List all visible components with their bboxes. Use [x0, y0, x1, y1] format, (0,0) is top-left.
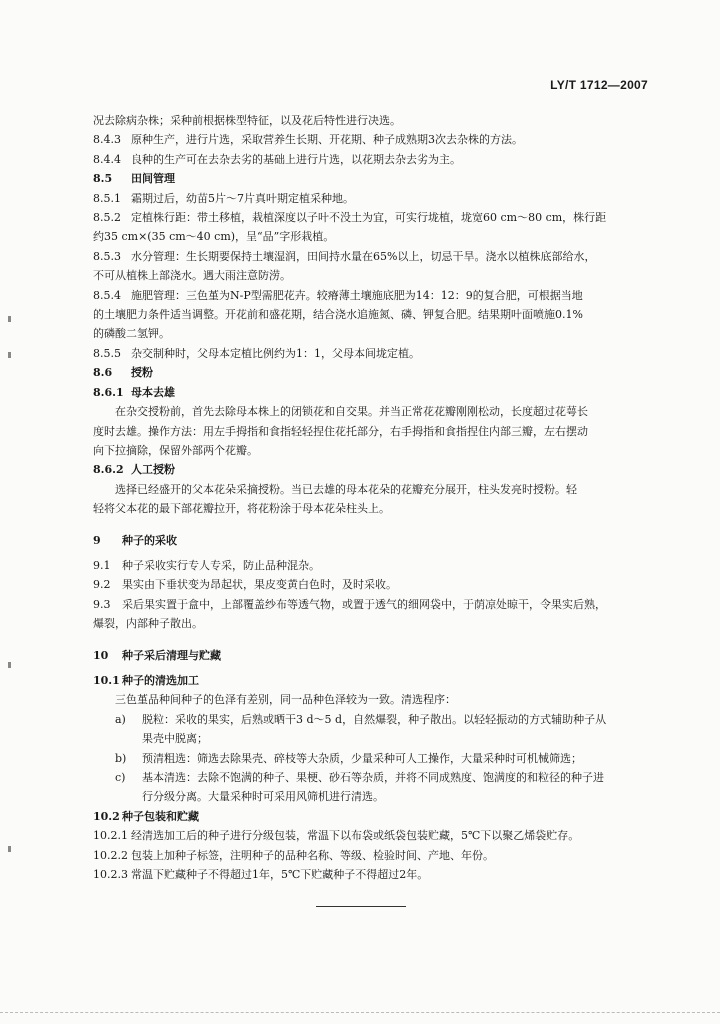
heading-text: 人工授粉: [131, 463, 175, 477]
clause-number: 10.2.1: [93, 829, 128, 843]
paragraph-line: 在杂交授粉前，首先去除母本株上的闭锁花和自交果。并当正常花花瓣刚刚松动，长度超过花萼长: [115, 405, 588, 419]
clause-8-5-1: [93, 189, 653, 208]
clause-9-3: [93, 595, 653, 614]
clause-10-2-2: [93, 846, 653, 865]
clause-9-2: [93, 575, 653, 594]
heading-10-2: [93, 807, 653, 826]
heading-text: 种子的清选加工: [122, 673, 199, 687]
heading-8-6: [93, 363, 653, 382]
heading-10: [93, 646, 653, 665]
paragraph-line: 的土壤肥力条件适当调整。开花前和盛花期，结合浇水追施氮、磷、钾复合肥。结果期叶面喷施0.1%: [93, 308, 583, 322]
clause-text: 原种生产，进行片选，采取营养生长期、开花期、种子成熟期3次去杂株的方法。: [131, 133, 523, 147]
clause-text: 霜期过后，幼苗5片～7片真叶期定植采种地。: [131, 191, 354, 205]
clause-text: 经清选加工后的种子进行分级包装，常温下以布袋或纸袋包装贮藏，5℃下以聚乙烯袋贮存。: [131, 829, 580, 843]
clause-text: 果实由下垂状变为昂起状，果皮变黄白色时，及时采收。: [122, 578, 397, 592]
paragraph-line: 爆裂，内部种子散出。: [93, 617, 203, 631]
clause-number: 10: [93, 648, 109, 662]
paragraph-line: 的磷酸二氢钾。: [93, 327, 170, 341]
list-item-c: [93, 768, 653, 787]
clause-number: 8.5.3: [93, 249, 121, 263]
clause-number: 9: [93, 533, 101, 547]
standard-code: LY/T 1712—2007: [550, 78, 648, 92]
clause-number: 8.5.2: [93, 211, 121, 225]
heading-text: 种子包装和贮藏: [122, 809, 199, 823]
list-item-continuation: 果壳中脱离；: [142, 732, 208, 746]
clause-text: 种子采收实行专人专采，防止品种混杂。: [122, 558, 320, 572]
clause-text: 水分管理：生长期要保持土壤湿润，田间持水量在65%以上，切忌干旱。浇水以植株底部给水，: [131, 249, 596, 263]
clause-text: 施肥管理：三色堇为N-P型需肥花卉。较瘠薄土壤施底肥为14：12：9的复合肥，可根据当地: [131, 288, 583, 302]
clause-number: 10.2.3: [93, 868, 128, 882]
clause-text: 杂交制种时，父母本定植比例约为1：1，父母本间垅定植。: [131, 346, 420, 360]
clause-number: 10.2.2: [93, 848, 128, 862]
heading-text: 授粉: [131, 366, 153, 380]
paragraph-line: 约35 cm×(35 cm～40 cm)，呈“品”字形栽植。: [93, 230, 335, 244]
heading-8-6-1: [93, 383, 653, 402]
heading-9: [93, 531, 653, 550]
list-label: c): [115, 771, 126, 784]
clause-8-5-3: [93, 247, 653, 266]
paragraph-line: 向下拉摘除，保留外部两个花瓣。: [93, 443, 258, 457]
clause-number: 8.6.1: [93, 385, 124, 399]
heading-text: 田间管理: [131, 172, 175, 186]
end-rule: [316, 906, 406, 907]
clause-number: 8.6.2: [93, 463, 124, 477]
margin-mark: [8, 352, 11, 358]
clause-number: 8.5.4: [93, 288, 121, 302]
list-label: b): [115, 751, 127, 765]
list-item-continuation: 行分级分离。大量采种时可采用风筛机进行清选。: [142, 790, 384, 804]
list-label: a): [115, 712, 126, 726]
clause-8-4-4: [93, 150, 653, 169]
clause-9-1: [93, 556, 653, 575]
list-item-a: [93, 710, 653, 729]
clause-number: 9.1: [93, 558, 111, 572]
clause-10-2-1: [93, 826, 653, 845]
paragraph-line: 况去除病杂株；采种前根据株型特征，以及花后特性进行决选。: [93, 114, 401, 127]
paragraph-line: 三色堇品种间种子的色泽有差别，同一品种色泽较为一致。清选程序：: [115, 693, 456, 707]
clause-8-4-3: [93, 130, 653, 149]
clause-8-5-2: [93, 208, 653, 227]
clause-text: 包装上加种子标签，注明种子的品种名称、等级、检验时间、产地、年份。: [131, 848, 494, 862]
paragraph-line: 不可从植株上部浇水。遇大雨注意防涝。: [93, 269, 291, 283]
clause-text: 定植株行距：带土移植，栽植深度以子叶不没土为宜，可实行垅植，垅宽60 cm～80 cm，株行距: [131, 211, 607, 225]
clause-text: 良种的生产可在去杂去劣的基础上进行片选，以花期去杂去劣为主。: [131, 152, 461, 166]
paragraph-line: 轻将父本花的最下部花瓣拉开，将花粉涂于母本花朵柱头上。: [93, 502, 390, 516]
clause-text: 常温下贮藏种子不得超过1年，5℃下贮藏种子不得超过2年。: [131, 868, 429, 882]
clause-10-2-3: [93, 865, 653, 884]
heading-10-1: [93, 671, 653, 690]
heading-text: 种子的采收: [122, 533, 177, 547]
clause-number: 8.5: [93, 172, 113, 186]
margin-mark: [8, 662, 11, 668]
clause-8-5-4: [93, 286, 653, 305]
list-text: 基本清选：去除不饱满的种子、果梗、砂石等杂质，并将不同成熟度、饱满度的和粒径的种子进: [142, 771, 604, 784]
heading-8-6-2: [93, 460, 653, 479]
clause-number: 8.6: [93, 366, 113, 380]
clause-number: 8.4.4: [93, 152, 121, 166]
heading-text: 种子采后清理与贮藏: [122, 648, 221, 662]
heading-text: 母本去雄: [131, 385, 175, 399]
margin-mark: [8, 316, 11, 322]
document-body: [93, 111, 653, 884]
paragraph-line: 选择已经盛开的父本花朵采摘授粉。当已去雄的母本花朵的花瓣充分展开，柱头发亮时授粉。轻: [115, 482, 577, 496]
clause-number: 8.5.5: [93, 346, 121, 360]
clause-number: 10.1: [93, 673, 120, 687]
clause-number: 9.2: [93, 578, 111, 592]
clause-number: 8.4.3: [93, 133, 121, 147]
clause-number: 10.2: [93, 809, 120, 823]
clause-text: 采后果实置于盒中，上部覆盖纱布等透气物，或置于透气的细网袋中，于荫凉处晾干，令果实后熟，: [122, 597, 606, 611]
list-item-b: [93, 749, 653, 768]
clause-number: 8.5.1: [93, 191, 121, 205]
clause-8-5-5: [93, 344, 653, 363]
bottom-scan-edge: [0, 1012, 720, 1013]
list-text: 预清粗选：筛选去除果壳、碎枝等大杂质，少量采种可人工操作，大量采种时可机械筛选；: [142, 751, 582, 765]
margin-mark: [8, 846, 11, 852]
list-text: 脱粒：采收的果实，后熟或晒干3 d～5 d，自然爆裂，种子散出。以轻轻振动的方式辅助种子从: [142, 712, 607, 726]
clause-number: 9.3: [93, 597, 111, 611]
heading-8-5: [93, 169, 653, 188]
paragraph-line: 度时去雄。操作方法：用左手拇指和食指轻轻捏住花托部分，右手拇指和食指捏住内部三瓣，左右摆动: [93, 424, 588, 438]
